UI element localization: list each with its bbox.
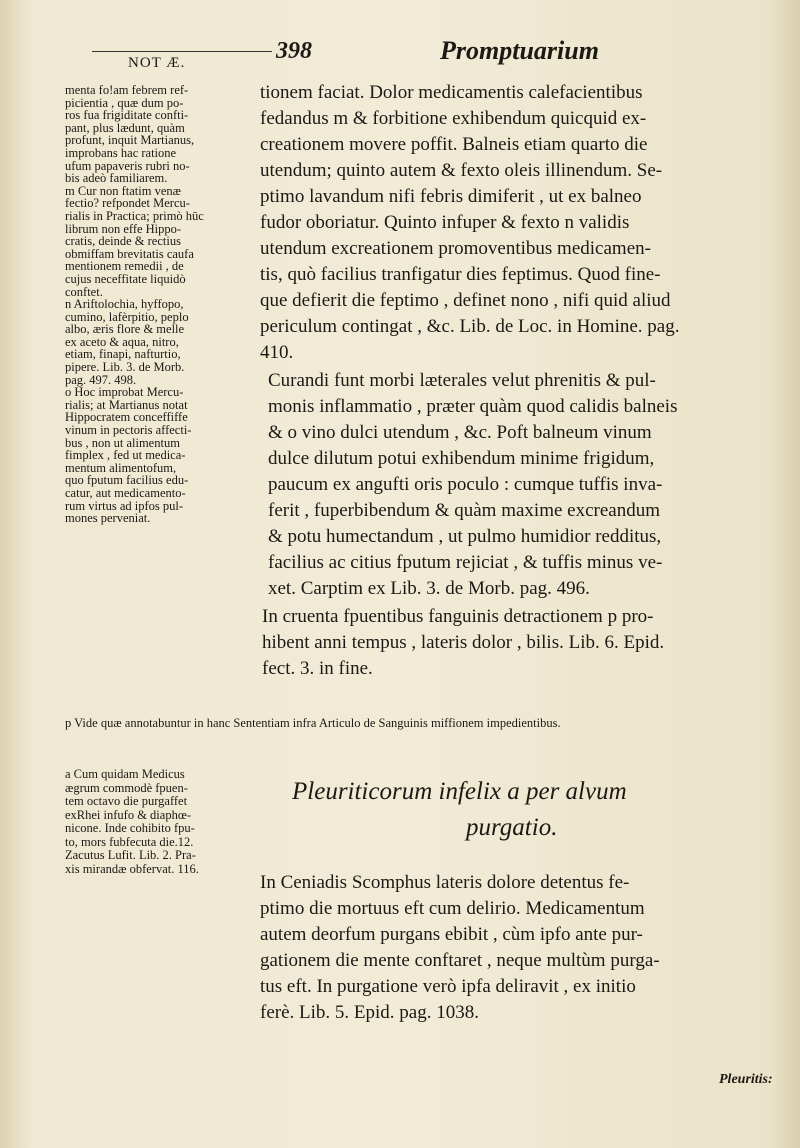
text-line: periculum contingat , &c. Lib. de Loc. in Homine. pag. (260, 316, 680, 337)
margin-note-line: exRhei infufo & diaphœ- (65, 807, 192, 822)
section-title: Pleuriticorum infelix a per alvum (292, 778, 627, 805)
main-text-block-1 (260, 80, 679, 366)
margin-note-line: conftet. (65, 284, 103, 299)
margin-note-line: tem octavo die purgaffet (65, 794, 188, 808)
footnote-p: p Vide quæ annotabuntur in hanc Sententiam infra Articulo de Sanguinis miffionem impedientibus. (65, 716, 561, 730)
text-line: ferit , fuperbibendum & quàm maxime excreandum (268, 500, 661, 521)
text-line: fedandus m & forbitione exhibendum quicquid ex- (260, 108, 647, 129)
text-line: monis inflammatio , præter quàm quod calidis balneis (268, 396, 678, 417)
margin-note-line: albo, æris flore & melle (65, 322, 185, 337)
margin-note-line: a Cum quidam Medicus (65, 767, 185, 781)
main-text-block-3 (262, 604, 664, 682)
margin-note-line: ex aceto & aqua, nitro, (65, 334, 179, 349)
margin-note-line: Zacutus Lufit. Lib. 2. Pra- (65, 848, 196, 862)
margin-note-line: bis adeò familiarem. (65, 171, 168, 186)
margin-note-line: ufum papaveris rubri no- (65, 158, 190, 173)
notes-label: NOT Æ. (128, 55, 186, 71)
margin-note-line: mones perveniat. (65, 511, 151, 526)
margin-note-line: xis mirandæ obfervat. 116. (65, 861, 199, 876)
margin-note-line: Hippocratem conceffiffe (65, 410, 188, 425)
margin-note-line: cujus neceffitate liquidò (65, 271, 186, 286)
margin-note-line: mentum alimentofum, (65, 460, 177, 475)
margin-note-line: pant, plus lædunt, quàm (65, 120, 185, 135)
margin-note-line: m Cur non ftatim venæ (65, 183, 181, 198)
text-line: gationem die mente conftaret , neque multùm purga- (260, 950, 660, 971)
margin-note-line: improbans hac ratione (65, 145, 177, 160)
margin-note-line: pag. 497. 498. (65, 372, 137, 387)
margin-note-line: o Hoc improbat Mercu- (65, 385, 184, 400)
margin-note-line: menta fo!am febrem ref- (65, 83, 189, 97)
margin-note-line: n Ariftolochia, hyffopo, (65, 297, 184, 312)
text-line: paucum ex angufti oris poculo : cumque tuffis inva- (268, 474, 663, 495)
margin-note-line: rialis in Practica; primò hūc (65, 208, 204, 223)
page-number: 398 (276, 38, 312, 64)
margin-note-line: nicone. Inde cohibito fpu- (65, 821, 195, 835)
header-rule (92, 51, 272, 52)
text-line: dulce dilutum potui exhibendum minime frigidum, (268, 448, 655, 469)
text-line: xet. Carptim ex Lib. 3. de Morb. pag. 496. (268, 578, 590, 599)
text-line: utendum; quinto autem & fexto oleis illinendum. Se- (260, 160, 663, 181)
margin-note-line: bus , non ut alimentum (65, 435, 180, 450)
text-line: fect. 3. in fine. (262, 658, 373, 679)
margin-note-line: obmiffam brevitatis caufa (65, 246, 194, 261)
margin-note-line: mentionem remedii , de (65, 259, 184, 274)
margin-note-line: vinum in pectoris affecti- (65, 423, 192, 438)
text-line: autem deorfum purgans ebibit , cùm ipfo ante pur- (260, 924, 643, 945)
margin-note-line: profunt, inquit Martianus, (65, 133, 195, 148)
text-line: tus eft. In purgatione verò ipfa deliravit , ex initio (260, 976, 636, 997)
text-line: Curandi funt morbi læterales velut phrenitis & pul- (268, 370, 656, 391)
margin-notes-bottom (65, 768, 199, 876)
margin-note-line: fimplex , fed ut medica- (65, 448, 186, 463)
margin-note-line: quo fputum facilius edu- (65, 473, 189, 488)
margin-note-line: catur, aut medicamento- (65, 486, 186, 500)
margin-note-line: fectio? refpondet Mercu- (65, 196, 190, 211)
main-text-block-2 (268, 368, 677, 602)
margin-note-line: rialis; at Martianus notat (65, 397, 188, 412)
margin-note-line: cumino, lafèrpitio, peplo (65, 309, 189, 324)
text-line: ptimo lavandum nifi febris dimiferit , ut ex balneo (260, 186, 642, 207)
margin-note-line: librum non effe Hippo- (65, 221, 182, 236)
text-line: In Ceniadis Scomphus lateris dolore detentus fe- (260, 872, 630, 893)
margin-note-line: ros fua frigiditate confti- (65, 108, 189, 123)
text-line: ferè. Lib. 5. Epid. pag. 1038. (260, 1002, 479, 1023)
catchword: Pleuritis: (719, 1072, 773, 1087)
text-line: facilius ac citius fputum rejiciat , & tuffis minus ve- (268, 552, 663, 573)
margin-note-line: rum virtus ad ipfos pul- (65, 498, 184, 513)
margin-note-line: picientia , quæ dum po- (65, 95, 184, 110)
text-line: hibent anni tempus , lateris dolor , bilis. Lib. 6. Epid. (262, 632, 665, 653)
text-line: creationem movere poffit. Balneis etiam quarto die (260, 134, 648, 155)
margin-notes-top (65, 84, 204, 525)
margin-note-line: ægrum commodè fpuen- (65, 780, 188, 795)
text-line: que defierit die feptimo , definet nono , nifi quid aliud (260, 290, 671, 311)
section-title-cont: purgatio. (466, 814, 558, 841)
text-line: In cruenta fpuentibus fanguinis detractionem p pro- (262, 606, 654, 627)
margin-note-line: etiam, finapi, nafturtio, (65, 347, 181, 362)
text-line: fudor oboriatur. Quinto infuper & fexto n validis (260, 212, 630, 233)
text-line: tis, quò facilius tranfigatur dies feptimus. Quod fine- (260, 264, 661, 285)
margin-note-line: to, mors fubfecuta die.12. (65, 834, 194, 849)
text-line: & potu humectandum , ut pulmo humidior redditus, (268, 526, 662, 547)
text-line: tionem faciat. Dolor medicamentis calefacientibus (260, 82, 643, 103)
margin-note-line: cratis, deinde & rectius (65, 234, 181, 249)
text-line: utendum excreationem promoventibus medicamen- (260, 238, 651, 259)
running-title: Promptuarium (440, 36, 599, 65)
text-line: & o vino dulci utendum , &c. Poft balneum vinum (268, 422, 652, 443)
margin-note-line: pipere. Lib. 3. de Morb. (65, 360, 185, 375)
text-line: ptimo die mortuus eft cum delirio. Medicamentum (260, 898, 645, 919)
text-line: 410. (260, 342, 294, 363)
main-text-block-4 (260, 870, 660, 1026)
